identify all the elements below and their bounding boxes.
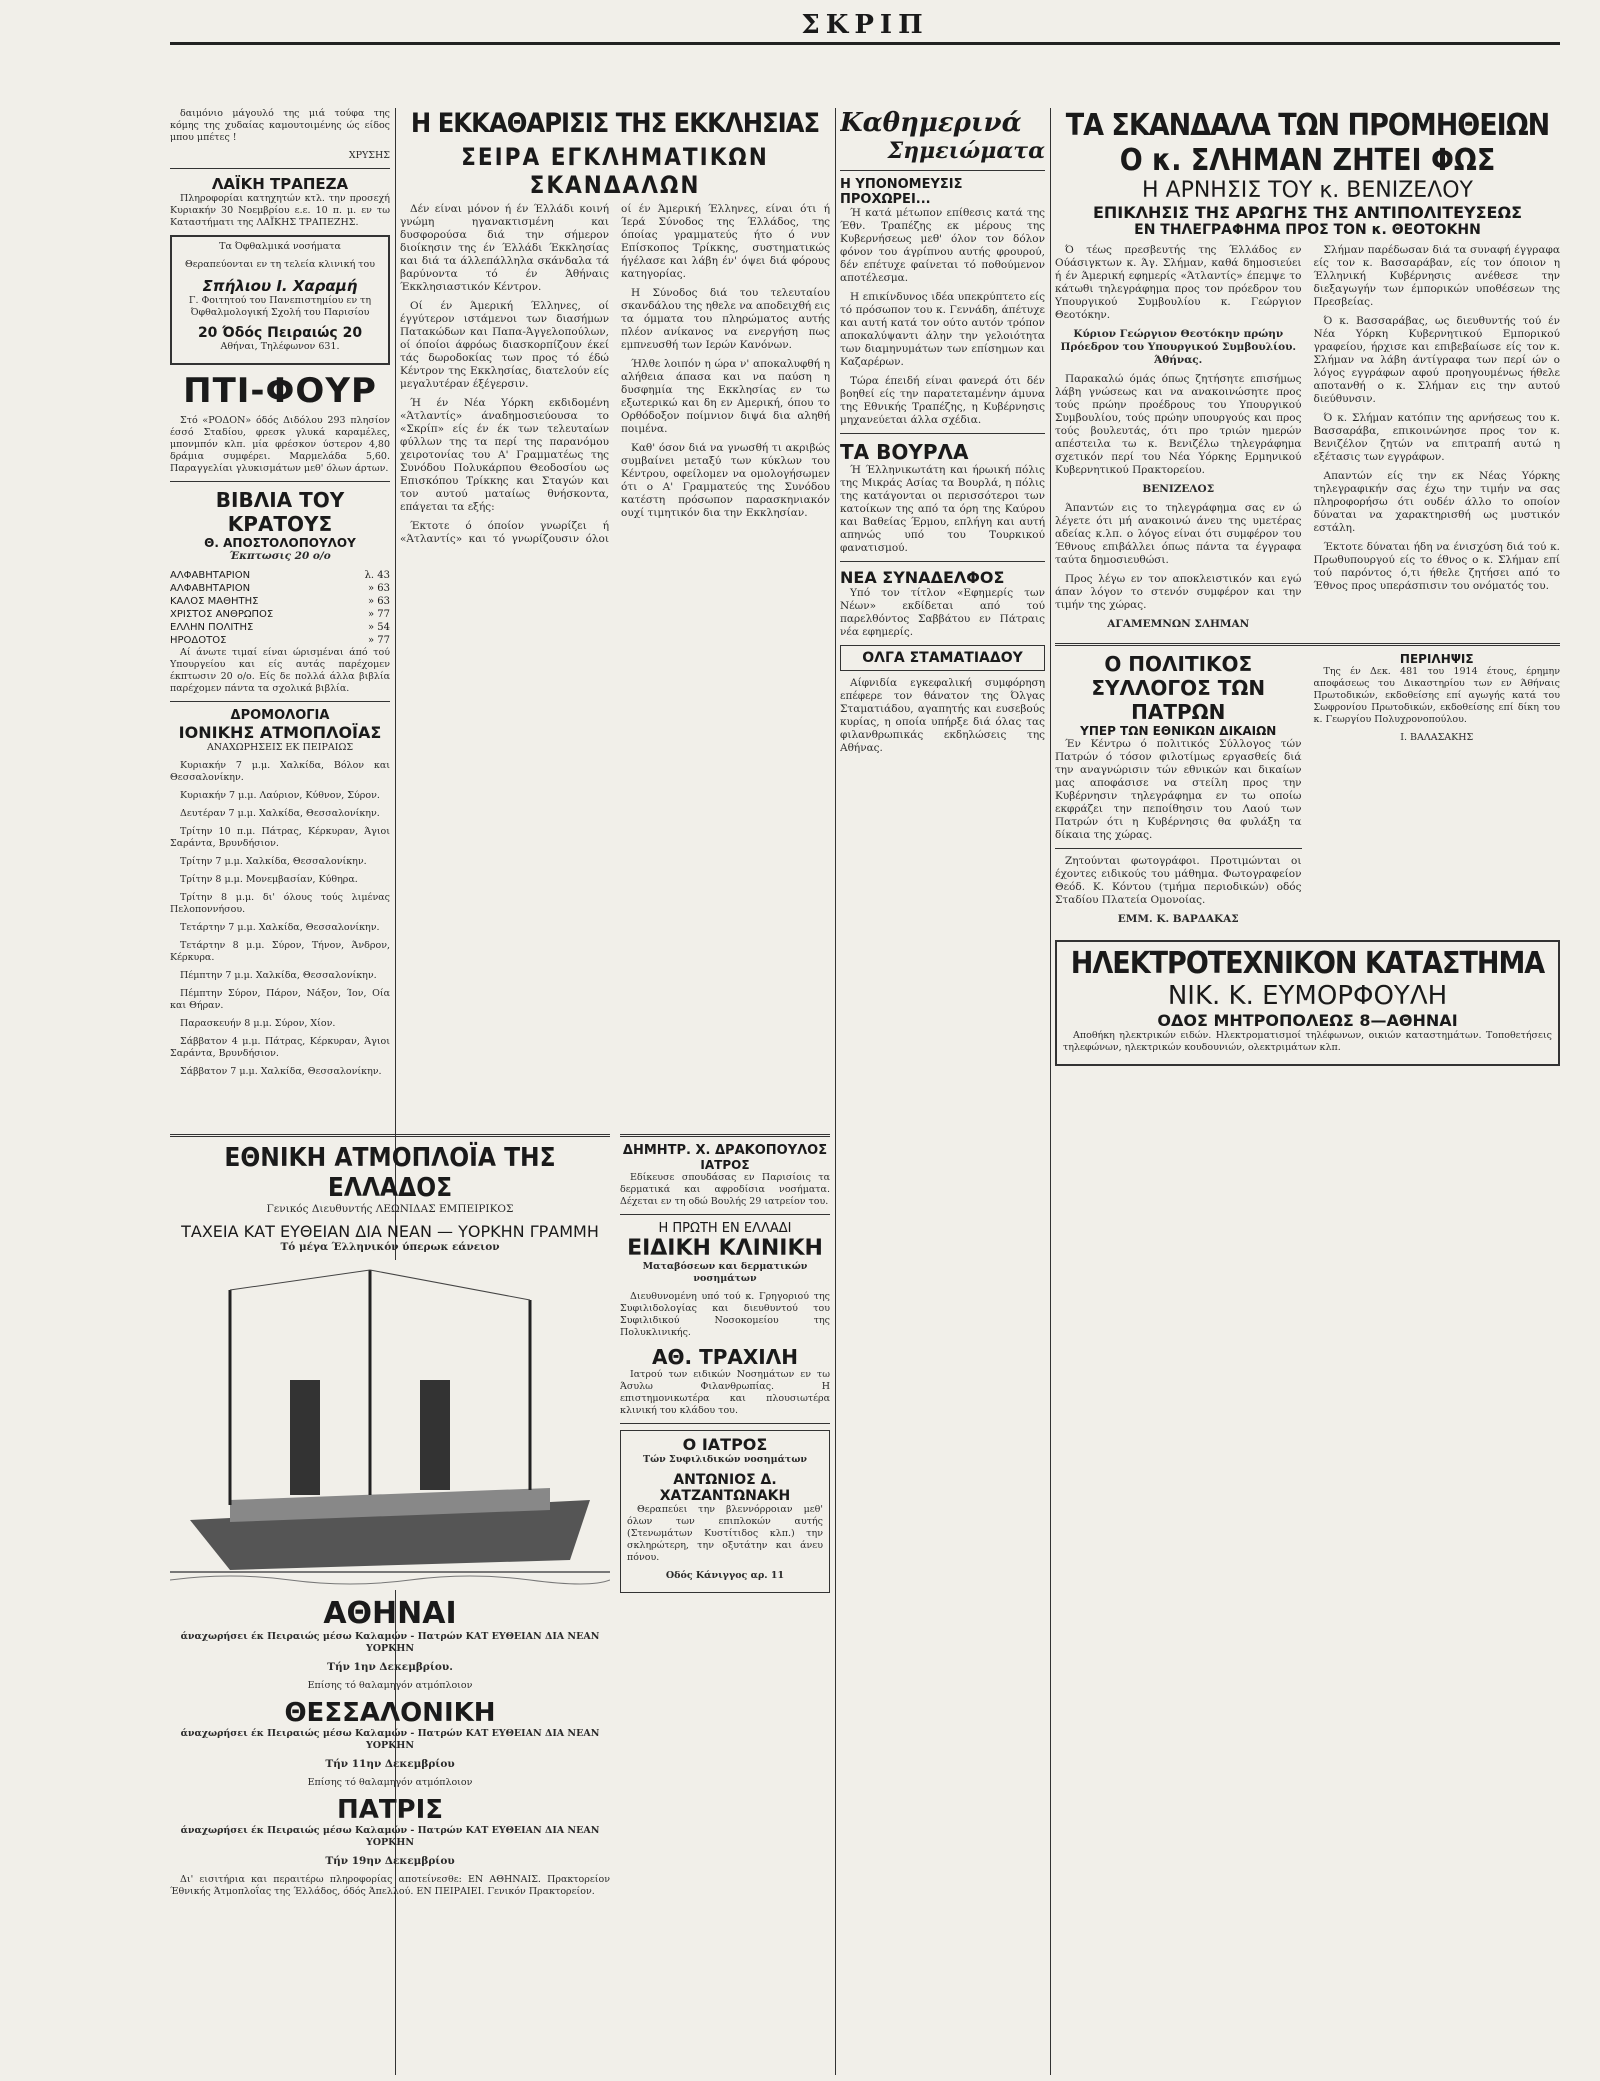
club-article <box>1055 652 1302 932</box>
separator <box>620 1214 830 1215</box>
ship3-name: ΠΑΤΡΙΣ <box>336 1795 444 1825</box>
scandal-right <box>1314 244 1561 637</box>
column-church <box>400 108 830 1068</box>
ship-icon <box>170 1260 610 1590</box>
doctor-box <box>170 235 390 365</box>
list-item: Παρασκευήν 8 μ.μ. Σύρον, Χίον. <box>180 1018 336 1029</box>
list-item: Πέμπτην 7 μ.μ. Χαλκίδα, Θεσσαλονίκην. <box>180 970 377 981</box>
clinic-title: Η ΠΡΩΤΗ ΕΝ ΕΛΛΑΔΙ <box>658 1221 792 1236</box>
ship2-name: ΘΕΣΣΑΛΟΝΙΚΗ <box>284 1698 496 1728</box>
paragraph: Οί έν Άμερική Έλληνες, οί έγγύτερον ιστάμενοι των διασήμων Πατακώδων και Παπα-Άγγελοπούλων, οί όποίοι άφρόως διασκορπίζουν έκεί τάς δωροδοκίας των προς τό έδώ Κέντρον της Εκκλησίας, διατελούν είς μεγαλυτέραν έξέγερσιν. <box>400 300 609 390</box>
notice-title: ΠΕΡΙΛΗΨΙΣ <box>1399 652 1474 666</box>
electric-name: ΝΙΚ. Κ. ΕΥΜΟΡΦΟΥΛΗ <box>1167 981 1448 1011</box>
scandal-body <box>1055 244 1560 637</box>
separator <box>840 561 1045 562</box>
olga-box <box>840 645 1045 671</box>
separator <box>840 433 1045 434</box>
scandal-left <box>1055 244 1302 637</box>
photo-text: Ζητούνται φωτογράφοι. Προτιμώνται οι έχοντες ειδικούς του μάθημα. Φωτογραφείον Θεόδ. Κ. Κόντου (τμήμα περιοδικών) οδός Σταδίου Πλατεία Ομονοίας. <box>1055 855 1302 906</box>
books-title: ΒΙΒΛΙΑ ΤΟΥ ΚΡΑΤΟΥΣ <box>215 488 345 536</box>
notes-sub1: Η ΥΠΟΝΟΜΕΥΣΙΣ ΠΡΟΧΩΡΕΙ... <box>840 177 963 207</box>
scandal-title5: ΕΝ ΤΗΛΕΓΡΑΦΗΜΑ ΠΡΟΣ ΤΟΝ κ. ΘΕΟΤΟΚΗΝ <box>1134 222 1481 238</box>
scandal-title: ΤΑ ΣΚΑΝΔΑΛΑ ΤΩΝ ΠΡΟΜΗΘΕΙΩΝ <box>1065 108 1550 143</box>
list-item: Τρίτην 7 μ.μ. Χαλκίδα, Θεσσαλονίκην. <box>180 856 367 867</box>
paragraph: Καθ' όσον διά να γνωσθή τι ακριβώς συμβαίνει μεταξύ των κύκλων του Κέντρου, οφείλομεν να ομολογήσωμεν ότι ο Α' Γραμματεύς της Συνόδου κατέστη πρόσωπον παρασκηνιακόν ουχί τιμητικόν δια την Εκκλησίαν. <box>621 442 830 519</box>
notice <box>1314 652 1561 932</box>
paragraph: Υπό τον τίτλον «Εφημερίς των Νέων» εκδίδεται από τού παρελθόντος Σαββάτου εν Πάτραις νέα εφημερίς. <box>840 587 1045 638</box>
shipping-footer: Δι' εισιτήρια και περαιτέρω πληροφορίας αποτείνεσθε: ΕΝ ΑΘΗΝΑΙΣ. Πρακτορείον Έθνικής Άτμοπλοΐας της Έλλάδος, όδός Άπελλού. ΕΝ ΠΕΙΡΑΙΕΙ. Γενικόν Πρακτορείον. <box>170 1874 610 1897</box>
paragraph: Παρακαλώ όμάς όπως ζητήσητε επισήμως λάβη γνώσεως και να ανακοινώσητε προς τούς πρώην προέδρους του Υπουργικού Συμβουλίου, τούς πρώην υπουργούς και προς τούς βουλευτάς, ότι προ τριών ημερών απέστειλα τω κ. Βενιζέλω τηλεγράφημα σχετικόν περί του Νέα Υόρκης Ερμηνικού Κυβερνητικού Πρακτορείου. <box>1055 373 1302 476</box>
separator <box>840 170 1045 171</box>
ship-illustration <box>170 1260 610 1590</box>
ship1-text: άναχωρήσει έκ Πειραιώς μέσω Καλαμών - Πατρών ΚΑΤ ΕΥΘΕΙΑΝ ΔΙΑ ΝΕΑΝ ΥΟΡΚΗΝ <box>180 1631 600 1654</box>
paragraph: Η επικίνδυνος ιδέα υπεκρύπτετο είς τό πρόσωπον του κ. Γεννάδη, άπέτυχε και αυτή κατά τον ούτο αυτόν τρόπον αποκαλύψαντι άλην την γελοιότητα των διαμηνυμάτων των επίσημων και Καζαρέρων. <box>840 291 1045 368</box>
books-subtitle: Θ. ΑΠΟΣΤΟΛΟΠΟΥΛΟΥ <box>204 536 356 550</box>
list-item: Πέμπτην Σύρον, Πάρον, Νάξον, Ίον, Οία και Θήραν. <box>170 988 390 1011</box>
top-text: δαιμόνιο μάγουλό της μιά τούφα της κόμης της χυδαίας καμουτοιμένης ώς είδος μπου μπέτες ! <box>170 108 390 143</box>
shipping-ad <box>170 1128 610 2075</box>
petit-four-text: Στό «ΡΟΔΟΝ» όδός Διδόλου 293 πλησίον έσσό Σταδίου, φρεσκ γλυκά καραμέλες, μπονμπόν κλπ. μία φρέσκον ύστερον 4,80 δράμια συμφέρει. Μαρμελάδα 5,60. Παραγγελίαι γλυκισμάτων μεθ' όλων άρτων. <box>170 415 390 474</box>
church-title: Η ΕΚΚΑΘΑΡΙΣΙΣ ΤΗΣ ΕΚΚΛΗΣΙΑΣ <box>410 108 820 139</box>
routes-sub: ΑΝΑΧΩΡΗΣΕΙΣ ΕΚ ΠΕΙΡΑΙΩΣ <box>206 742 354 753</box>
shipping-route: ΤΑΧΕΙΑ ΚΑΤ ΕΥΘΕΙΑΝ ΔΙΑ ΝΕΑΝ — ΥΟΡΚΗΝ ΓΡΑΜΜΗ <box>181 1222 599 1241</box>
columns-grid <box>170 108 1560 2075</box>
ship2-note: Επίσης τό θαλαμηγόν ατμόπλοιον <box>307 1777 473 1788</box>
doctor-ads <box>620 1128 830 2075</box>
separator <box>620 1423 830 1424</box>
paragraph: Σλήμαν παρέδωσαν διά τα συναφή έγγραφα είς τον κ. Βασσαράβαν, είς τον όποιον η Έλληνική Κυβέρνησις ανέθεσε την διεξαγωγήν των έμπορικών υποθέσεων της Πρεσβείας. <box>1313 244 1560 308</box>
doctor2-name: ΑΘ. ΤΡΑΧΙΛΗ <box>652 1345 798 1369</box>
notice-signature: Ι. ΒΑΛΑΣΑΚΗΣ <box>1400 732 1474 743</box>
church-body <box>400 203 830 546</box>
separator <box>1055 643 1560 646</box>
scandal-title3: Η ΑΡΝΗΣΙΣ ΤΟΥ κ. ΒΕΝΙΖΕΛΟΥ <box>1142 178 1473 203</box>
notes-subtitle: Σημειώματα <box>887 138 1045 164</box>
signature: ΑΓΑΜΕΜΝΩΝ ΣΛΗΜΑΝ <box>1107 618 1250 630</box>
paragraph: Έκτοτε ό όποίον γνωρίζει ή «Άτλαντίς» και τό γνωρίζουσιν όλοι οί έν Άμερική Έλληνες, είναι ότι ή Ίερά Σύνοδος της Έλλάδος, της όποίας γραμματεύς ήτο ό νυν Επίσκοπος Τρίκκης, συστηματικώς ήγέλασε και λάβη έν' όψει διά φόρους κατηγορίας. <box>400 203 830 545</box>
paragraph: Ό τέως πρεσβευτής της Έλλάδος εν Ούάσιγκτων κ. Άγ. Σλήμαν, καθά δημοσιεύει ή έν Άμερική εφημερίς «Άτλαντίς» έπεμψε το κάτωθι τηλεγράφημα προς τον πρόεδρον του Υπουργικού Συμβουλίου κ. Γεώργιον Θεοτόκην. <box>1055 244 1302 321</box>
list-item: ΗΡΟΔΟΤΟΣ » 77 <box>170 635 390 646</box>
column-divider <box>835 108 836 2075</box>
electric-title: ΗΛΕΚΤΡΟΤΕΧΝΙΚΟΝ ΚΑΤΑΣΤΗΜΑ <box>1070 946 1545 981</box>
list-item: Τρίτην 10 π.μ. Πάτρας, Κέρκυραν, Άγιοι Σαράντα, Βρυνδήσιον. <box>170 826 390 849</box>
paragraph: Κύριον Γεώργιον Θεοτόκην πρώην Πρόεδρον του Υπουργικού Συμβουλίου. Άθήνας. <box>1060 328 1297 366</box>
ship1-name: ΑΘΗΝΑΙ <box>323 1596 457 1631</box>
bank-title: ΛΑΪΚΗ ΤΡΑΠΕΖΑ <box>211 175 349 193</box>
list-item: Δευτέραν 7 μ.μ. Χαλκίδα, Θεσσαλονίκην. <box>180 808 380 819</box>
paragraph: Ήλθε λοιπόν η ώρα ν' αποκαλυφθή η αλήθεια άπασα και να παύση η δυσφημία της Εκκλησίας εν τω εξωτερικώ και δη εν Αμερική, όπου το Ορθόδοξον ποίμνιον διψά δια αληθή ποιμένα. <box>621 358 830 435</box>
routes-title: ΔΡΟΜΟΛΟΓΙΑ <box>230 708 330 723</box>
routes-list <box>170 760 390 1078</box>
list-item: Σάββατον 4 μ.μ. Πάτρας, Κέρκυραν, Άγιοι Σαράντα, Βρυνδήσιον. <box>170 1036 390 1059</box>
doctor3-name: ΑΝΤΩΝΙΟΣ Δ. ΧΑΤΖΑΝΤΩΝΑΚΗ <box>659 1472 791 1504</box>
doctor-city: Αθήναι, Τηλέφωνον 631. <box>220 341 340 352</box>
clinic-sub: Ματαβόσεων και δερματικών νοσημάτων <box>642 1261 808 1284</box>
signature: ΒΕΝΙΖΕΛΟΣ <box>1142 483 1215 495</box>
doctor-line2: Θεραπεύονται εν τη τελεία κλινική του <box>184 259 376 270</box>
notes-sub4: ΟΛΓΑ ΣΤΑΜΑΤΙΑΔΟΥ <box>862 650 1023 666</box>
list-item: ΕΛΛΗΝ ΠΟΛΙΤΗΣ » 54 <box>170 622 390 633</box>
masthead-rule <box>170 42 1560 45</box>
club-sub: ΥΠΕΡ ΤΩΝ ΕΘΝΙΚΩΝ ΔΙΚΑΙΩΝ <box>1080 724 1277 738</box>
doctor3-text: Θεραπεύει την βλεννόρροιαν μεθ' όλων των επιπλοκών αυτής (Στενωμάτων Κυστίτιδος κλπ.) την σκληρώτερη, την οξυτάτην και άνευ πόνου. <box>627 1504 823 1563</box>
notes-title: Καθημερινά <box>840 108 1022 138</box>
doctor3-addr: Οδός Κάνιγγος αρ. 11 <box>665 1570 785 1581</box>
paragraph: Αίφνιδία εγκεφαλική συμφόρηση επέφερε τον θάνατον της Όλγας Σταματιάδου, αγαπητής και ευσεβούς κυρίας, η οποία υπήρξε διά όλας τας φιλανθρωπικάς εκδηλώσεις της Αθήνας. <box>840 677 1045 754</box>
paragraph: Δέν είναι μόνον ή έν Έλλάδι κοινή γνώμη ηγανακτισμένη και δυσφορούσα διά την σήμερον διοίκησιν της έν Έλλάδι Έκκλησίας και διά τα άλλεπάλληλα σκάνδαλα τά βαρύνοντα τό έν Άθήναις Έκκλησιαστικόν Κέντρον. <box>400 203 609 293</box>
electric-ad <box>1055 940 1560 1066</box>
doctor3-sub: Τών Συφιλιδικών νοσημάτων <box>643 1454 807 1465</box>
ship1-date: Τήν 1ην Δεκεμβρίου. <box>327 1661 453 1673</box>
paragraph: Ό κ. Σλήμαν κατόπιν της αρνήσεως του κ. Βασσαράβα, επικοινώνησε προς τον κ. Βενιζέλον ζητών να επιτραπή αυτώ η εξέτασις των εγγράφων. <box>1313 412 1560 463</box>
list-item: Κυριακήν 7 μ.μ. Χαλκίδα, Βόλον και Θεσσαλονίκην. <box>170 760 390 783</box>
doctor-line3: Γ. Φοιτητού του Πανεπιστημίου εν τη Όφθαλμολογική Σχολή του Παρισίου <box>188 295 372 318</box>
notes-sub2: ΤΑ ΒΟΥΡΛΑ <box>840 440 969 464</box>
paragraph: Έκτοτε δύναται ήδη να ένισχύση διά τού κ. Πρωθυπουργού είς το έθνος ο κ. Σλήμαν επί τού παρόντος ό,τι ήθελε ζητήσει από το Έθνος προς υπεράσπισιν του ονόματός του. <box>1313 541 1560 592</box>
doctor3-box <box>620 1430 830 1593</box>
doctor3-title: Ο ΙΑΤΡΟΣ <box>682 1435 768 1454</box>
clinic-text: Διευθυνομένη υπό τού κ. Γρηγοριού της Συφιλιδολογίας και διευθυντού του Συφιλιδικού Νοσοκομείου της Πολυκλινικής. <box>620 1291 830 1338</box>
masthead: ΣΚΡΙΠ <box>801 10 929 40</box>
scandal-subtitle: Ο κ. ΣΛΗΜΑΝ ΖΗΤΕΙ ΦΩΣ <box>1119 143 1496 178</box>
doctor2-text: Ιατρού των ειδικών Νοσημάτων εν τω Άσυλω Φιλανθρωπίας. Η επιστημονικωτέρα και πλουσιωτέρα κλινική του κλάδου του. <box>620 1369 830 1416</box>
notice-text: Της έν Δεκ. 481 του 1914 έτους, έρημην αποφάσεως του Δικαστηρίου των εν Άθήναις Πρωτοδικών, εκδοθείσης επί αγωγής κατά του Σωφρονίου Πρωτοδικών, εκδοθείσης επί δίκη του κ. Γεωργίου Πολυχρονοπούλου. <box>1313 666 1560 725</box>
paragraph: Ή Έλληνικωτάτη και ήρωική πόλις της Μικράς Ασίας τα Βουρλά, η πόλις της κατάγονται οι περισσότεροι των κατοίκων της από τα όρη της Καύρου και Βαθείας Έρμου, επλήγη και αυτή απηνώς υπό του Τουρκικού φανατισμού. <box>840 464 1045 554</box>
doctor1-text: Εδίκευσε σπουδάσας εν Παρισίοις τα δερματικά και αφροδίσια νοσήματα. Δέχεται εν τη οδώ Βουλής 29 ιατρείον του. <box>620 1172 830 1207</box>
doctor-name: Σπήλιου Ι. Χαραμή <box>202 277 358 295</box>
paragraph: Ή έν Νέα Υόρκη εκδιδομένη «Άτλαντίς» άναδημοσιεύουσα το «Σκρίπ» είς έν έκ των τελευταίων φύλλων της τα περί της παρανόμου χειροτονίας του Α' Γραμματέως της Συνόδου Πολυκάρπου Θεοδοσίου ως Επισκόπου Τρίκκης και Σταγών και τον αυτού ματαίως θνήσκοντα, επάγεται τα εξής: <box>400 397 609 513</box>
paragraph: Απαντών είς την εκ Νέας Υόρκης τηλεγραφικήν σας έχω την τιμήν να σας πληροφορήσω ότι ουδέν άλλο το οποίον δύναται να χαρακτηρισθή ως μυστικόν εστάλη. <box>1313 470 1560 534</box>
column-divider <box>1050 108 1051 2075</box>
routes-company: ΙΟΝΙΚΗΣ ΑΤΜΟΠΛΟΪΑΣ <box>178 723 382 742</box>
list-item: ΑΛΦΑΒΗΤΑΡΙΟΝ λ. 43 <box>170 570 390 581</box>
shipping-desc: Τό μέγα Έλληνικόν ύπερωκ εάνειον <box>280 1241 500 1253</box>
paragraph: Ό κ. Βασσαράβας, ως διευθυντής τού έν Νέα Υόρκη Κυβερνητικού Εμπορικού γραφείου, ήρχισε και επιβεβαίωσε είς τον κ. Σλήμαν να λάβη άντίγραφα των περί ών ο λόγος εγγράφων αφού προηγουμένως ήθελε αποτανθή ο κ. Σλήμαν εις την αυτού διεύθυνσιν. <box>1313 315 1560 405</box>
books-list <box>170 569 390 647</box>
electric-text: Αποθήκη ηλεκτρικών ειδών. Ηλεκτροματισμοί τηλέφωνων, οικιών καταστημάτων. Τοποθετήσεις τηλεφώνων, ηλεκτρικών κουδουνιών, ολεκτριμάτων κλπ. <box>1063 1030 1552 1053</box>
separator <box>170 701 390 702</box>
separator <box>170 168 390 169</box>
ship2-date: Τήν 11ην Δεκεμβρίου <box>325 1758 455 1770</box>
petit-four-title: ΠΤΙ-ΦΟΥΡ <box>183 371 377 411</box>
list-item: Τρίτην 8 μ.μ. δι' όλους τούς λιμένας Πελοποννήσου. <box>170 892 390 915</box>
separator <box>1055 848 1302 849</box>
ship3-text: άναχωρήσει έκ Πειραιώς μέσω Καλαμών - Πατρών ΚΑΤ ΕΥΘΕΙΑΝ ΔΙΑ ΝΕΑΝ ΥΟΡΚΗΝ <box>180 1825 600 1848</box>
photo-signature: ΕΜΜ. Κ. ΒΑΡΔΑΚΑΣ <box>1117 913 1239 925</box>
paragraph: Τώρα έπειδή είναι φανερά ότι δέν βοηθεί είς την παρατεταμένην άμυνα της Εθνικής Τραπέζης, η Κυβέρνησις μηχανεύεται άλλα σχέδια. <box>840 375 1045 426</box>
list-item: Κυριακήν 7 μ.μ. Λαύριον, Κύθνον, Σύρον. <box>180 790 380 801</box>
list-item: Τρίτην 8 μ.μ. Μονεμβασίαν, Κύθηρα. <box>180 874 358 885</box>
paragraph: Προς λέγω εν τον αποκλειστικόν και εγώ άπαν λόγον το στενόν συμφέρον και την τιμήν της χώρας. <box>1055 573 1302 611</box>
doctor-address: 20 Όδός Πειραιώς 20 <box>197 325 363 341</box>
top-signature: ΧΡΥΣΗΣ <box>348 150 390 161</box>
electric-address: ΟΔΟΣ ΜΗΤΡΟΠΟΛΕΩΣ 8—ΑΘΗΝΑΙ <box>1157 1011 1458 1030</box>
paragraph: Άπαντών εις το τηλεγράφημα σας εν ώ λέγετε ότι μή ανακοινώ άνευ της υμετέρας αδείας κ.λπ. ο λόγος είναι ότι συμφέρον του Έθνους επιβάλλει όπως πάντα τα έγγραφα ταύτα δημοσιευθώσι. <box>1055 502 1302 566</box>
list-item: ΑΛΦΑΒΗΤΑΡΙΟΝ » 63 <box>170 583 390 594</box>
church-subtitle: ΣΕΙΡΑ ΕΓΚΛΗΜΑΤΙΚΩΝ ΣΚΑΝΔΑΛΩΝ <box>461 143 769 199</box>
separator <box>170 1134 610 1137</box>
notes-sub3: ΝΕΑ ΣΥΝΑΔΕΛΦΟΣ <box>840 568 1005 587</box>
column-scandals <box>1055 108 1560 2075</box>
paragraph: Ή κατά μέτωπον επίθεσις κατά της Έθν. Τραπέζης εκ μέρους της Κυβερνήσεως μεθ' όλον τον δόλον φόνον του άγρίπνου αυτής φρουρού, δέν επέτυχε φαίνεται τό ποθούμενον αποτέλεσμα. <box>840 207 1045 284</box>
list-item: Τετάρτην 8 μ.μ. Σύρον, Τήνον, Άνδρον, Κέρκυρα. <box>170 940 390 963</box>
ship3-date: Τήν 19ην Δεκεμβρίου <box>325 1855 455 1867</box>
shipping-director: Γενικός Διευθυντής ΛΕΩΝΙΔΑΣ ΕΜΠΕΙΡΙΚΟΣ <box>266 1203 514 1215</box>
bank-text: Πληροφορίαι κατηχητών κτλ. την προσεχή Κυριακήν 30 Νοεμβρίου ε.ε. 10 π. μ. εν τω Καταστήματι της ΛΑΪΚΗΣ ΤΡΑΠΕΖΗΣ. <box>170 193 390 228</box>
separator <box>170 481 390 482</box>
list-item: ΧΡΙΣΤΟΣ ΑΝΘΡΩΠΟΣ » 77 <box>170 609 390 620</box>
list-item: ΚΑΛΟΣ ΜΑΘΗΤΗΣ » 63 <box>170 596 390 607</box>
books-text: Αί άνωτε τιμαί είναι ώρισμέναι άπό τού Υπουργείου και είς αυτάς παρέχομεν έκπτωσιν 20 ο/ο. Είς δε πολλά άλλα βιβλία παρέχομεν πάντα τα σχολικά βιβλία. <box>170 647 390 694</box>
doctor1-name: ΔΗΜΗΤΡ. Χ. ΔΡΑΚΟΠΟΥΛΟΣ <box>622 1143 828 1158</box>
ship2-text: άναχωρήσει έκ Πειραιώς μέσω Καλαμών - Πατρών ΚΑΤ ΕΥΘΕΙΑΝ ΔΙΑ ΝΕΑΝ ΥΟΡΚΗΝ <box>180 1728 600 1751</box>
doctor-line1: Τα Όφθαλμικά νοσήματα <box>219 241 341 252</box>
paragraph: Η Σύνοδος διά του τελευταίου σκανδάλου της ηθελε να αποδειχθή εις τα όμματα του πληρώματος αυτής πλέον ανίκανος να ενεργήση πως εμπνευσθή των Ιερών Κανόνων. <box>621 287 830 351</box>
separator <box>620 1134 830 1137</box>
doctor1-title: ΙΑΤΡΟΣ <box>700 1158 750 1172</box>
clinic-name: ΕΙΔΙΚΗ ΚΛΙΝΙΚΗ <box>627 1236 823 1261</box>
paragraph: Έν Κέντρω ό πολιτικός Σύλλογος τών Πατρών ό τόσον φιλοτίμως εργασθείς διά την αναγνώρισιν τών εθνικών και δικαίων μας αποφάσισε να στείλη προς την Κυβέρνησιν τηλεγράφημα εν τω οποίω εκφράζει την πεποίθησιν του Λαού των Πατρών ότι η Κυβέρνησις θα φυλάξη τα δίκαια της χώρας. <box>1055 738 1302 841</box>
ship1-note: Επίσης τό θαλαμηγόν ατμόπλοιον <box>307 1680 473 1691</box>
list-item: Τετάρτην 7 μ.μ. Χαλκίδα, Θεσσαλονίκην. <box>180 922 380 933</box>
books-discount: Έκπτωσις 20 ο/ο <box>229 550 331 562</box>
club-title: Ο ΠΟΛΙΤΙΚΟΣ ΣΥΛΛΟΓΟΣ ΤΩΝ ΠΑΤΡΩΝ <box>1091 652 1266 724</box>
scandal-title4: ΕΠΙΚΛΗΣΙΣ ΤΗΣ ΑΡΩΓΗΣ ΤΗΣ ΑΝΤΙΠΟΛΙΤΕΥΣΕΩΣ <box>1092 203 1523 222</box>
shipping-title: ΕΘΝΙΚΗ ΑΤΜΟΠΛΟΪΑ ΤΗΣ ΕΛΛΑΔΟΣ <box>224 1143 556 1203</box>
lower-row <box>1055 652 1560 932</box>
list-item: Σάββατον 7 μ.μ. Χαλκίδα, Θεσσαλονίκην. <box>180 1066 382 1077</box>
column-notes <box>840 108 1045 2075</box>
